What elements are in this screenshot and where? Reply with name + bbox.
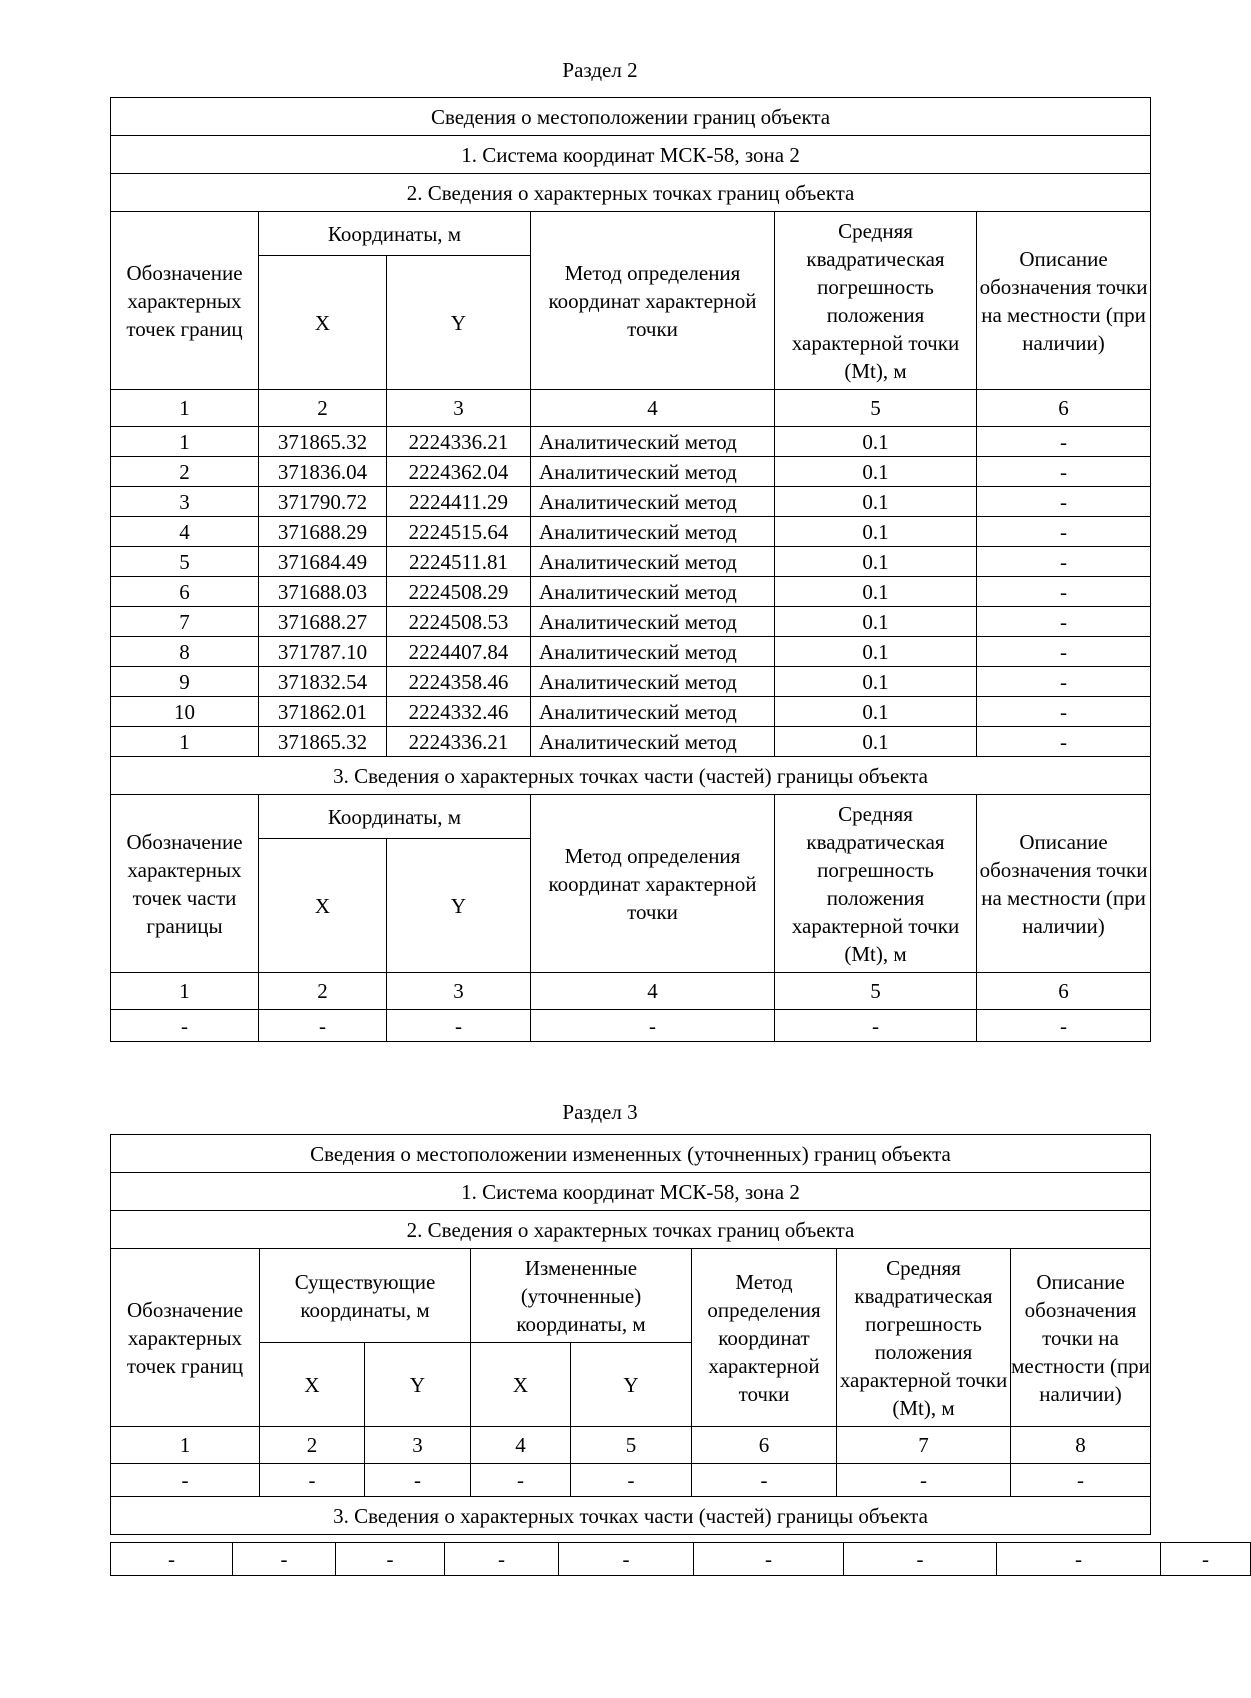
description: - — [977, 487, 1151, 517]
method: Аналитический метод — [531, 727, 775, 757]
header-error: Средняя квадратическая погрешность положения характерной точки (Mt), м — [775, 212, 977, 390]
col-number: 1 — [111, 1427, 260, 1464]
col-number: 2 — [259, 973, 387, 1010]
col-number: 5 — [775, 390, 977, 427]
col-number: 6 — [692, 1427, 837, 1464]
coord-x: 371790.72 — [259, 487, 387, 517]
parts-cell: - — [997, 1543, 1161, 1576]
col-number: 5 — [775, 973, 977, 1010]
error: 0.1 — [775, 577, 977, 607]
header-existing-coordinates: Существующие координаты, м — [260, 1249, 471, 1343]
parts-heading: 3. Сведения о характерных точках части (частей) границы объекта — [111, 757, 1151, 795]
coord-x: 371787.10 — [259, 637, 387, 667]
coord-x: 371836.04 — [259, 457, 387, 487]
coord-y: 2224358.46 — [387, 667, 531, 697]
data-cell: - — [571, 1464, 692, 1497]
parts-cell: - — [111, 1543, 233, 1576]
method: Аналитический метод — [531, 697, 775, 727]
point-number: 2 — [111, 457, 259, 487]
parts-cell: - — [336, 1543, 445, 1576]
point-number: 4 — [111, 517, 259, 547]
description: - — [977, 727, 1151, 757]
parts-cell: - — [387, 1010, 531, 1042]
method: Аналитический метод — [531, 487, 775, 517]
table-row — [111, 487, 1151, 517]
col-number: 4 — [471, 1427, 571, 1464]
parts-header-y: Y — [387, 839, 531, 973]
table-row — [111, 697, 1151, 727]
data-cell: - — [365, 1464, 471, 1497]
coord-x: 371832.54 — [259, 667, 387, 697]
error: 0.1 — [775, 547, 977, 577]
point-number: 10 — [111, 697, 259, 727]
section-3-title: Раздел 3 — [562, 1100, 638, 1124]
point-number: 5 — [111, 547, 259, 577]
description: - — [977, 697, 1151, 727]
header-designation: Обозначение характерных точек границ — [111, 1249, 260, 1427]
parts-cell: - — [1161, 1543, 1251, 1576]
method: Аналитический метод — [531, 637, 775, 667]
header-description: Описание обозначения точки на местности (при наличии) — [1011, 1249, 1151, 1427]
col-number: 5 — [571, 1427, 692, 1464]
method: Аналитический метод — [531, 607, 775, 637]
header-x-existing: X — [260, 1343, 365, 1427]
coord-system: 1. Система координат МСК-58, зона 2 — [111, 136, 1151, 174]
point-number: 7 — [111, 607, 259, 637]
coord-x: 371684.49 — [259, 547, 387, 577]
table-row — [111, 727, 1151, 757]
description: - — [977, 547, 1151, 577]
coord-y: 2224332.46 — [387, 697, 531, 727]
parts-header-x: X — [259, 839, 387, 973]
coord-x: 371688.03 — [259, 577, 387, 607]
parts-cell: - — [694, 1543, 844, 1576]
data-cell: - — [111, 1464, 260, 1497]
parts-cell: - — [559, 1543, 694, 1576]
col-number: 3 — [365, 1427, 471, 1464]
coord-x: 371688.27 — [259, 607, 387, 637]
col-number: 6 — [977, 390, 1151, 427]
point-number: 1 — [111, 427, 259, 457]
header-x: X — [259, 256, 387, 390]
description: - — [977, 427, 1151, 457]
method: Аналитический метод — [531, 667, 775, 697]
table-row — [111, 607, 1151, 637]
table-row — [111, 427, 1151, 457]
coord-y: 2224515.64 — [387, 517, 531, 547]
col-number: 2 — [259, 390, 387, 427]
description: - — [977, 637, 1151, 667]
method: Аналитический метод — [531, 427, 775, 457]
points-heading: 2. Сведения о характерных точках границ объекта — [111, 174, 1151, 212]
coord-y: 2224508.53 — [387, 607, 531, 637]
point-number: 9 — [111, 667, 259, 697]
table-title: Сведения о местоположении границ объекта — [111, 98, 1151, 136]
parts-cell: - — [775, 1010, 977, 1042]
parts-cell: - — [445, 1543, 559, 1576]
coord-y: 2224508.29 — [387, 577, 531, 607]
description: - — [977, 667, 1151, 697]
error: 0.1 — [775, 667, 977, 697]
parts-header-error: Средняя квадратическая погрешность положения характерной точки (Mt), м — [775, 795, 977, 973]
header-description: Описание обозначения точки на местности (при наличии) — [977, 212, 1151, 390]
description: - — [977, 517, 1151, 547]
parts-cell: - — [233, 1543, 336, 1576]
section-2-title: Раздел 2 — [562, 58, 638, 82]
error: 0.1 — [775, 517, 977, 547]
col-number: 1 — [111, 973, 259, 1010]
header-y: Y — [387, 256, 531, 390]
header-method: Метод определения координат характерной точки — [531, 212, 775, 390]
point-number: 3 — [111, 487, 259, 517]
table-row — [111, 667, 1151, 697]
coord-y: 2224511.81 — [387, 547, 531, 577]
col-number: 2 — [260, 1427, 365, 1464]
parts-cell: - — [977, 1010, 1151, 1042]
coord-y: 2224362.04 — [387, 457, 531, 487]
col-number: 4 — [531, 973, 775, 1010]
header-y-changed: Y — [571, 1343, 692, 1427]
section-3-table — [110, 1134, 1151, 1535]
coord-y: 2224336.21 — [387, 727, 531, 757]
method: Аналитический метод — [531, 457, 775, 487]
col-number: 3 — [387, 390, 531, 427]
col-number: 4 — [531, 390, 775, 427]
parts-header-method: Метод определения координат характерной точки — [531, 795, 775, 973]
table-row — [111, 637, 1151, 667]
parts-heading: 3. Сведения о характерных точках части (частей) границы объекта — [111, 1497, 1151, 1535]
coord-x: 371688.29 — [259, 517, 387, 547]
section-3-parts-table — [110, 1542, 1251, 1576]
points-heading: 2. Сведения о характерных точках границ объекта — [111, 1211, 1151, 1249]
header-changed-coordinates: Измененные (уточненные) координаты, м — [471, 1249, 692, 1343]
method: Аналитический метод — [531, 517, 775, 547]
header-method: Метод определения координат характерной точки — [692, 1249, 837, 1427]
description: - — [977, 457, 1151, 487]
point-number: 6 — [111, 577, 259, 607]
parts-cell: - — [531, 1010, 775, 1042]
table-row — [111, 457, 1151, 487]
col-number: 1 — [111, 390, 259, 427]
method: Аналитический метод — [531, 577, 775, 607]
parts-cell: - — [111, 1010, 259, 1042]
error: 0.1 — [775, 697, 977, 727]
header-error: Средняя квадратическая погрешность положения характерной точки (Mt), м — [837, 1249, 1011, 1427]
error: 0.1 — [775, 637, 977, 667]
coord-y: 2224411.29 — [387, 487, 531, 517]
parts-header-designation: Обозначение характерных точек части границы — [111, 795, 259, 973]
table-title: Сведения о местоположении измененных (уточненных) границ объекта — [111, 1135, 1151, 1173]
point-number: 8 — [111, 637, 259, 667]
coord-x: 371865.32 — [259, 427, 387, 457]
col-number: 6 — [977, 973, 1151, 1010]
col-number: 3 — [387, 973, 531, 1010]
parts-cell: - — [259, 1010, 387, 1042]
coord-y: 2224336.21 — [387, 427, 531, 457]
description: - — [977, 607, 1151, 637]
table-row — [111, 577, 1151, 607]
method: Аналитический метод — [531, 547, 775, 577]
header-coordinates: Координаты, м — [259, 212, 531, 256]
header-x-changed: X — [471, 1343, 571, 1427]
coord-y: 2224407.84 — [387, 637, 531, 667]
data-cell: - — [837, 1464, 1011, 1497]
error: 0.1 — [775, 487, 977, 517]
error: 0.1 — [775, 427, 977, 457]
header-y-existing: Y — [365, 1343, 471, 1427]
error: 0.1 — [775, 727, 977, 757]
table-row — [111, 517, 1151, 547]
parts-cell: - — [844, 1543, 997, 1576]
error: 0.1 — [775, 607, 977, 637]
data-cell: - — [471, 1464, 571, 1497]
coord-system: 1. Система координат МСК-58, зона 2 — [111, 1173, 1151, 1211]
parts-header-coordinates: Координаты, м — [259, 795, 531, 839]
parts-header-description: Описание обозначения точки на местности (при наличии) — [977, 795, 1151, 973]
description: - — [977, 577, 1151, 607]
col-number: 8 — [1011, 1427, 1151, 1464]
coord-x: 371862.01 — [259, 697, 387, 727]
section-2-table — [110, 97, 1151, 1042]
data-cell: - — [692, 1464, 837, 1497]
error: 0.1 — [775, 457, 977, 487]
col-number: 7 — [837, 1427, 1011, 1464]
data-cell: - — [260, 1464, 365, 1497]
header-designation: Обозначение характерных точек границ — [111, 212, 259, 390]
coord-x: 371865.32 — [259, 727, 387, 757]
point-number: 1 — [111, 727, 259, 757]
table-row — [111, 547, 1151, 577]
data-cell: - — [1011, 1464, 1151, 1497]
